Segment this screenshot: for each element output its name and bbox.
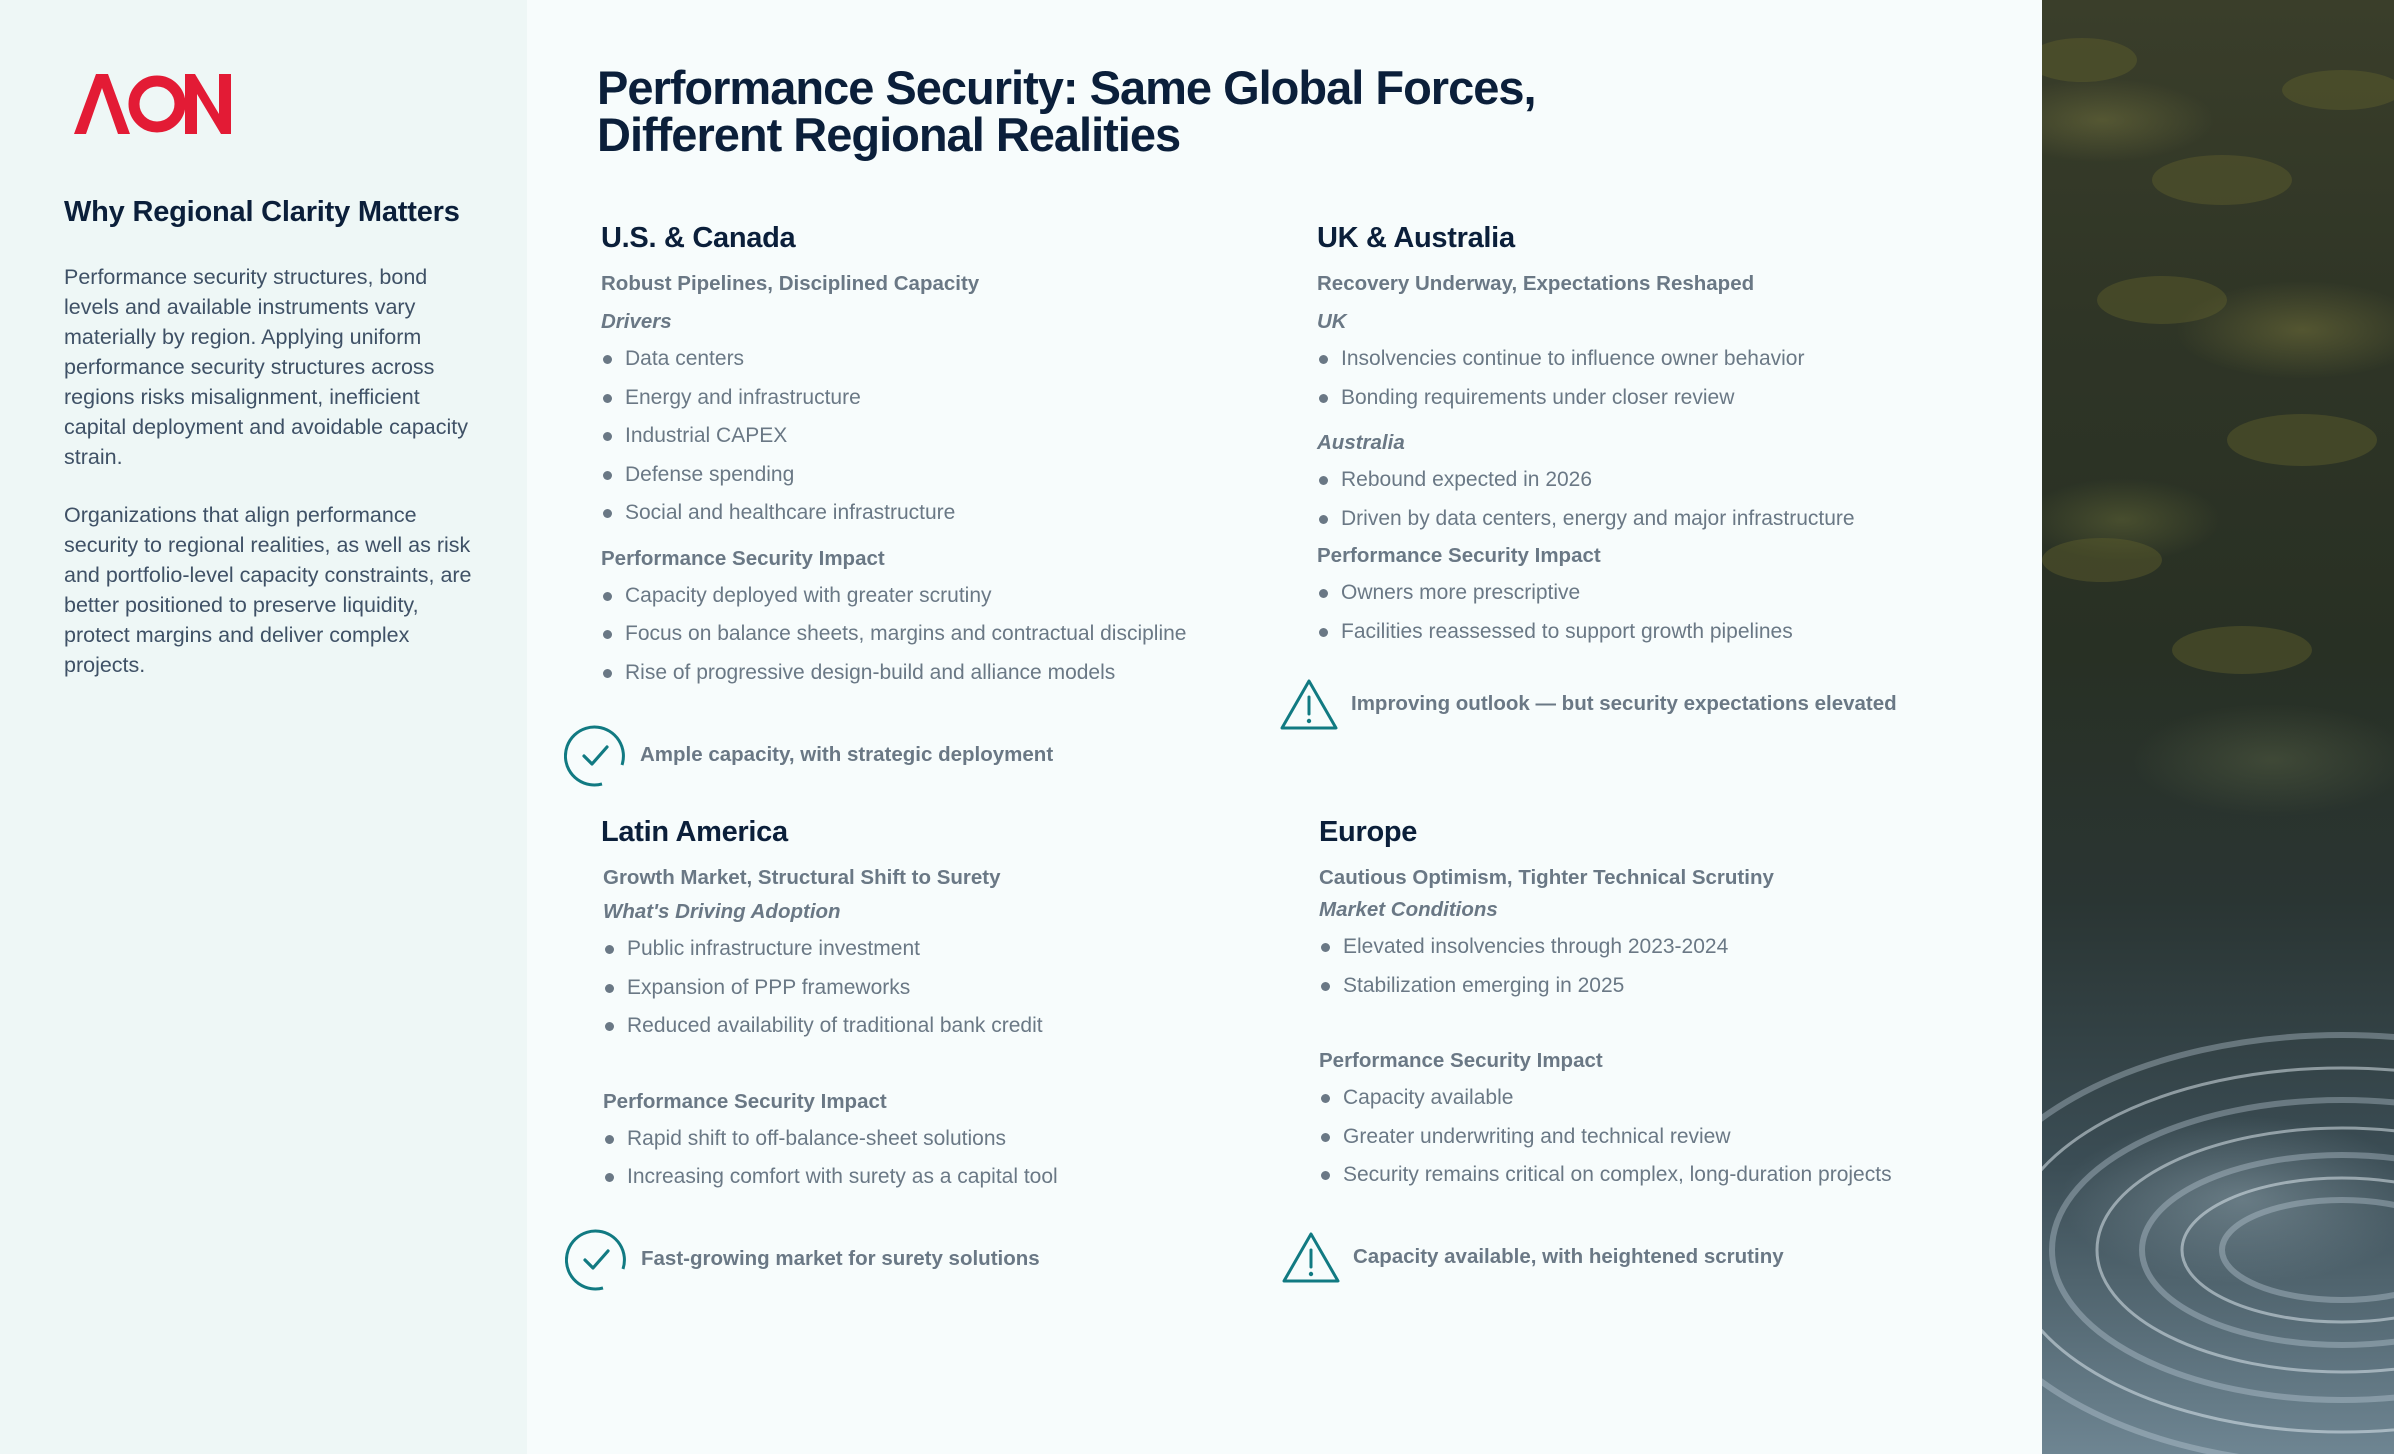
callout-europe [1281, 1230, 1784, 1284]
impact-label: Performance Security Impact [1317, 544, 1601, 567]
list-item: Data centers [601, 340, 1261, 379]
callout-us-canada [564, 723, 1053, 787]
list-item: Stabilization emerging in 2025 [1319, 967, 1999, 1006]
list-item: Expansion of PPP frameworks [603, 969, 1261, 1008]
uk-list [1317, 340, 1997, 417]
list-item: Driven by data centers, energy and major infrastructure [1317, 500, 1997, 539]
region-title: Latin America [601, 816, 788, 848]
warning-icon [1279, 677, 1339, 731]
warning-icon [1281, 1230, 1341, 1284]
region-europe [1319, 812, 1999, 1195]
impact-label: Performance Security Impact [603, 1089, 887, 1113]
callout-text: Capacity available, with heightened scrutiny [1353, 1245, 1784, 1268]
check-circle-icon [564, 723, 628, 787]
sidebar-heading: Why Regional Clarity Matters [64, 196, 460, 228]
region-title: U.S. & Canada [601, 222, 796, 254]
drivers-label: What's Driving Adoption [603, 900, 841, 923]
uk-label: UK [1317, 310, 1347, 333]
region-title: Europe [1319, 816, 1418, 848]
list-item: Facilities reassessed to support growth pipelines [1317, 613, 1997, 652]
australia-list [1317, 461, 1997, 538]
list-item: Insolvencies continue to influence owner behavior [1317, 340, 1997, 379]
drivers-label: Drivers [601, 310, 672, 333]
callout-text: Improving outlook — but security expectations elevated [1351, 692, 1897, 715]
drivers-list [601, 340, 1261, 533]
impact-list [603, 1120, 1261, 1197]
list-item: Greater underwriting and technical review [1319, 1118, 1999, 1157]
region-subtitle: Recovery Underway, Expectations Reshaped [1317, 272, 1755, 295]
callout-text: Fast-growing market for surety solutions [641, 1247, 1040, 1270]
list-item: Reduced availability of traditional bank credit [603, 1007, 1261, 1046]
impact-list [1317, 574, 1997, 651]
callout-uk-australia [1279, 677, 1897, 731]
impact-label: Performance Security Impact [601, 546, 885, 570]
list-item: Public infrastructure investment [603, 930, 1261, 969]
main-content [527, 0, 2042, 1454]
list-item: Defense spending [601, 456, 1261, 495]
list-item: Capacity available [1319, 1079, 1999, 1118]
impact-list [601, 577, 1261, 693]
region-latin-america [601, 812, 1261, 1197]
page-title-line-1: Performance Security: Same Global Forces, [597, 61, 1536, 114]
sidebar-paragraph-2: Organizations that align performance security to regional realities, as well as risk and portfolio-level capacity constraints, are better positioned to preserve liquidity, protect margins and deliver complex projects. [64, 503, 472, 677]
list-item: Rapid shift to off-balance-sheet solutions [603, 1120, 1261, 1159]
list-item: Rebound expected in 2026 [1317, 461, 1997, 500]
region-title: UK & Australia [1317, 222, 1515, 254]
sidebar [0, 0, 527, 1454]
sidebar-paragraph-1: Performance security structures, bond levels and available instruments vary materially by region. Applying uniform performance security structures across regions risks misalignment, inefficient capital deployment and avoidable capacity strain. [64, 265, 468, 469]
impact-list [1319, 1079, 1999, 1195]
region-subtitle: Robust Pipelines, Disciplined Capacity [601, 272, 980, 295]
impact-label: Performance Security Impact [1319, 1049, 1603, 1072]
list-item: Industrial CAPEX [601, 417, 1261, 456]
list-item: Increasing comfort with surety as a capital tool [603, 1158, 1261, 1197]
drivers-list [603, 930, 1261, 1046]
list-item: Capacity deployed with greater scrutiny [601, 577, 1261, 616]
australia-label: Australia [1317, 431, 1405, 454]
callout-latin-america [565, 1227, 1040, 1291]
page-title [597, 61, 1697, 161]
list-item: Bonding requirements under closer review [1317, 379, 1997, 418]
list-item: Rise of progressive design-build and alliance models [601, 654, 1261, 693]
callout-text: Ample capacity, with strategic deployment [640, 743, 1054, 766]
region-us-canada [601, 218, 1261, 692]
aon-logo [74, 72, 234, 134]
region-uk-australia [1317, 218, 1997, 651]
conditions-list [1319, 928, 1999, 1005]
list-item: Elevated insolvencies through 2023-2024 [1319, 928, 1999, 967]
water-ripple-image [2042, 0, 2394, 1454]
list-item: Owners more prescriptive [1317, 574, 1997, 613]
page-title-line-2: Different Regional Realities [597, 108, 1181, 161]
check-circle-icon [565, 1227, 629, 1291]
list-item: Social and healthcare infrastructure [601, 494, 1261, 533]
list-item: Security remains critical on complex, long-duration projects [1319, 1156, 1999, 1195]
region-subtitle: Growth Market, Structural Shift to Surety [603, 866, 1001, 889]
region-subtitle: Cautious Optimism, Tighter Technical Scrutiny [1319, 866, 1774, 889]
list-item: Focus on balance sheets, margins and contractual discipline [601, 615, 1261, 654]
ripple-pattern [2042, 0, 2394, 1454]
list-item: Energy and infrastructure [601, 379, 1261, 418]
conditions-label: Market Conditions [1319, 898, 1498, 921]
